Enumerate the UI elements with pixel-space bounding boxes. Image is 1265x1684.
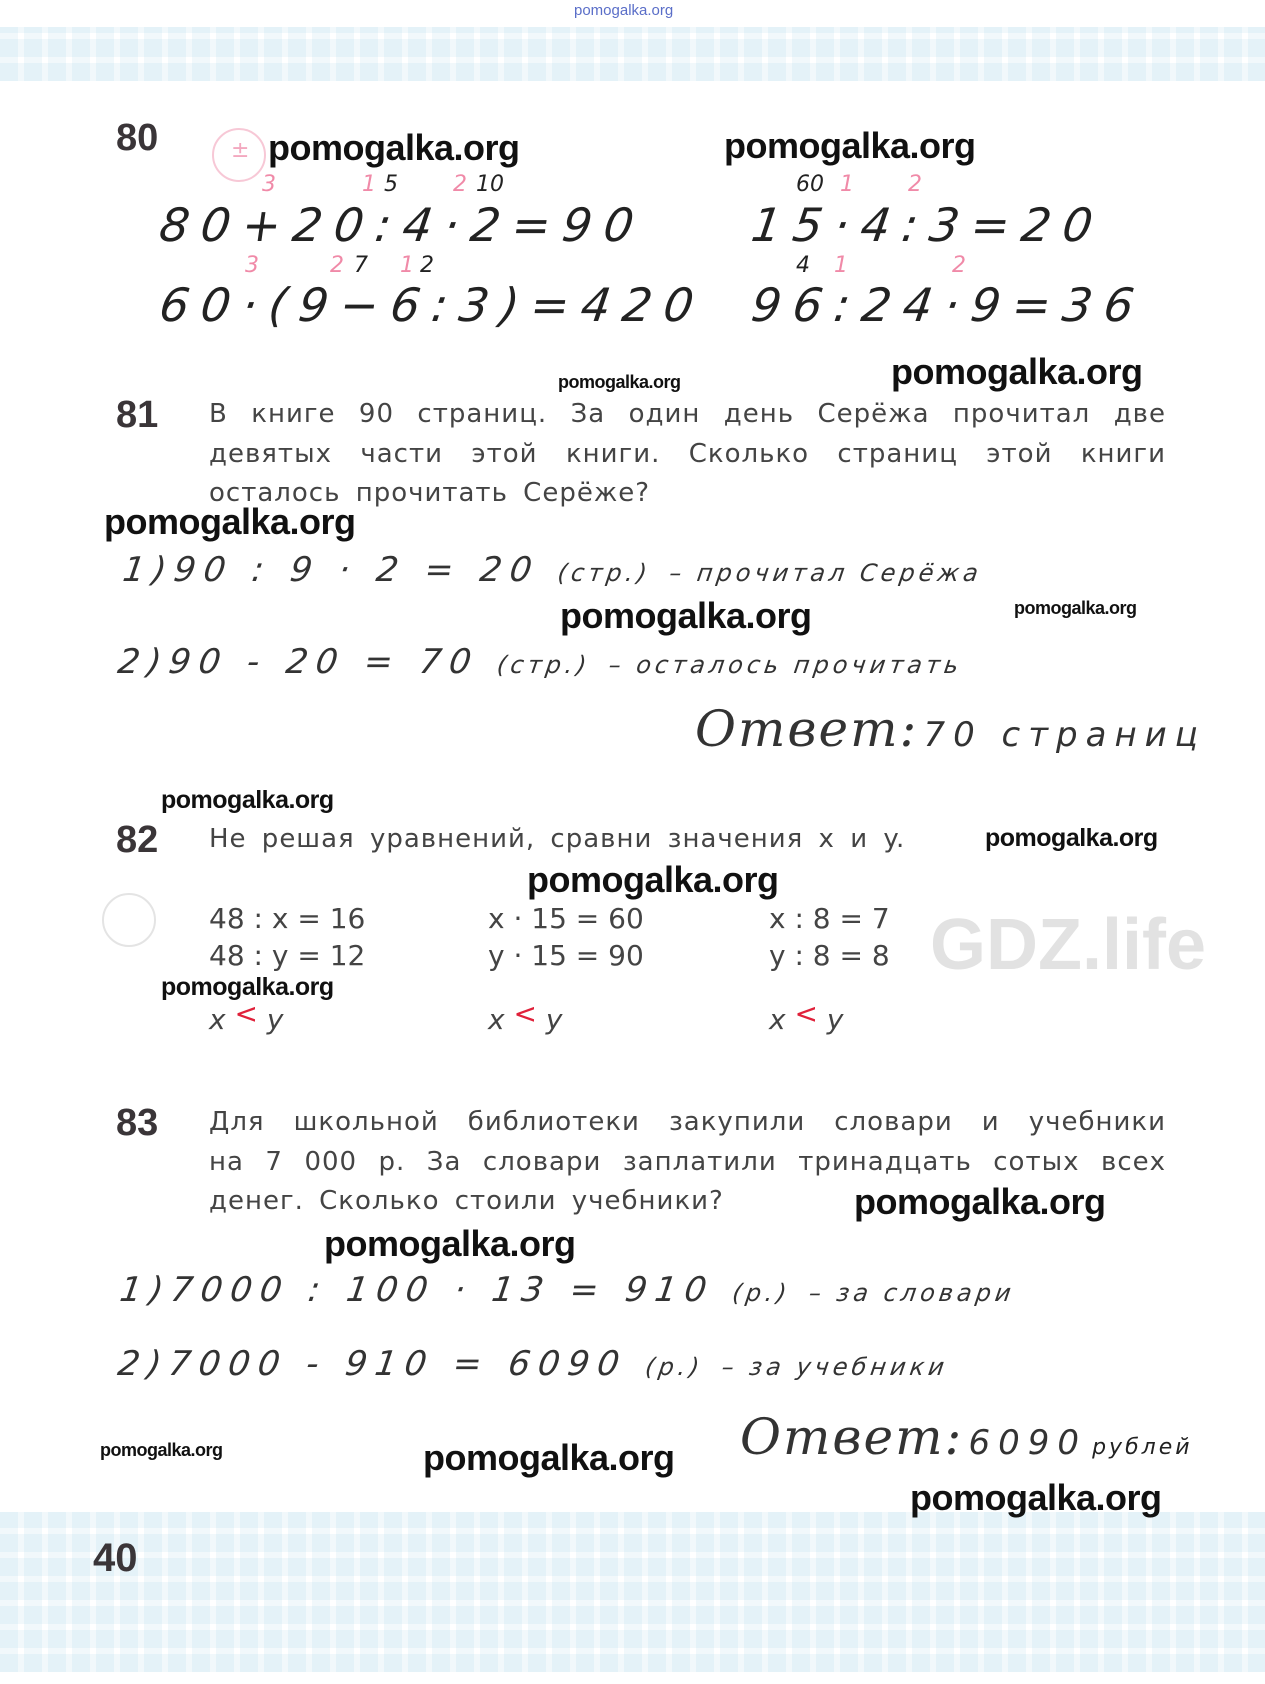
answer-value: 70 страниц [923,715,1206,755]
intermediate-result: 7 [354,253,368,278]
solution-note: – за учебники [719,1353,950,1381]
answer-81 [695,700,1206,758]
task-82-prompt: Не решая уравнений, сравни значения x и y. [209,824,906,854]
y-var: y [826,1003,844,1036]
intermediate-result: 60 [796,172,824,197]
answer-unit: рублей [1092,1435,1193,1460]
comparison [488,997,563,1036]
watermark: pomogalka.org [527,859,779,900]
x-var: x [209,1003,226,1036]
comparison-sign: < [794,997,818,1030]
task-83-line: Для школьной библиотеки закупили словари и учебники [209,1107,1166,1137]
task-81-line: девятых части этой книги. Сколько страниц этой книги [209,439,1166,469]
solution-unit: (стр.) [555,559,653,587]
compare-circle-icon [102,893,156,947]
task-number-83: 83 [116,1102,159,1144]
answer-label: Ответ: [740,1408,964,1466]
comparison-sign: < [234,997,258,1030]
order-annotation: 1 [840,172,854,197]
watermark: pomogalka.org [161,786,334,814]
solution-unit: (стр.) [495,651,593,679]
task-number-81: 81 [116,394,159,436]
solution-step-1 [120,550,985,593]
equation-x: x · 15 = 60 [488,902,644,935]
equation-y: y : 8 = 8 [769,939,890,972]
answer-value: 6090 [968,1423,1087,1463]
comparison [769,997,844,1036]
watermark: pomogalka.org [985,824,1158,852]
solution-note: – за словари [807,1279,1017,1307]
solution-step-2 [115,642,966,685]
order-annotation: 3 [262,172,276,197]
intermediate-result: 2 [420,253,434,278]
intermediate-result: 4 [796,253,810,278]
x-var: x [488,1003,505,1036]
equation-3: 15·4:3=20 [748,198,1109,252]
watermark: pomogalka.org [104,501,356,542]
bottom-decorative-stripe [0,1512,1265,1672]
comparison [209,997,284,1036]
y-var: y [545,1003,563,1036]
order-annotation: 2 [453,172,467,197]
task-81-line: осталось прочитать Серёже? [209,478,651,508]
solution-expression: 2)90 - 20 = 70 [115,642,482,682]
watermark: pomogalka.org [560,595,812,636]
equation-y: y · 15 = 90 [488,939,644,972]
task-83-line: на 7 000 р. За словари заплатили тринадцать сотых всех [209,1147,1166,1177]
background-watermark: GDZ.life [930,905,1207,985]
order-annotation: 2 [952,253,966,278]
page-number: 40 [93,1536,138,1580]
top-watermark: pomogalka.org [574,2,674,19]
order-annotation: 1 [834,253,848,278]
equation-2: 60·(9−6:3)=420 [156,278,710,332]
equation-x: 48 : x = 16 [209,902,366,935]
order-annotation: 3 [245,253,259,278]
equation-x: x : 8 = 7 [769,902,890,935]
answer-label: Ответ: [695,700,919,758]
watermark: pomogalka.org [324,1223,576,1264]
solution-step-1 [117,1270,1018,1313]
y-var: y [266,1003,284,1036]
equation-1: 80+20:4·2=90 [156,198,650,252]
watermark: pomogalka.org [100,1440,223,1460]
task-83-line: денег. Сколько стоили учебники? [209,1186,724,1216]
solution-unit: (р.) [643,1353,706,1381]
order-annotation: 2 [908,172,922,197]
solution-step-2 [115,1344,951,1387]
task-81-line: В книге 90 страниц. За один день Серёжа прочитал две [209,399,1166,429]
solution-note: – осталось прочитать [606,651,965,679]
watermark: pomogalka.org [891,351,1143,392]
solution-unit: (р.) [730,1279,793,1307]
answer-83 [740,1408,1193,1466]
watermark: pomogalka.org [268,127,520,168]
order-annotation: 1 [362,172,376,197]
order-annotation: 2 [330,253,344,278]
watermark: pomogalka.org [854,1181,1106,1222]
intermediate-result: 10 [476,172,504,197]
solution-expression: 1)7000 : 100 · 13 = 910 [117,1270,718,1310]
comparison-sign: < [513,997,537,1030]
watermark: pomogalka.org [558,372,681,392]
task-number-82: 82 [116,819,159,861]
intermediate-result: 5 [384,172,398,197]
solution-note: – прочитал Серёжа [667,559,984,587]
x-var: x [769,1003,786,1036]
top-decorative-stripe [0,27,1265,81]
watermark: pomogalka.org [910,1477,1162,1518]
solution-expression: 2)7000 - 910 = 6090 [115,1344,630,1384]
task-number-80: 80 [116,117,159,159]
plus-minus-circle-icon: ± [212,128,266,182]
solution-expression: 1)90 : 9 · 2 = 20 [120,550,543,590]
watermark: pomogalka.org [724,125,976,166]
equation-y: 48 : y = 12 [209,939,366,972]
order-annotation: 1 [400,253,414,278]
watermark: pomogalka.org [161,973,334,1001]
equation-4: 96:24·9=36 [748,278,1150,332]
watermark: pomogalka.org [1014,598,1137,618]
watermark: pomogalka.org [423,1437,675,1478]
